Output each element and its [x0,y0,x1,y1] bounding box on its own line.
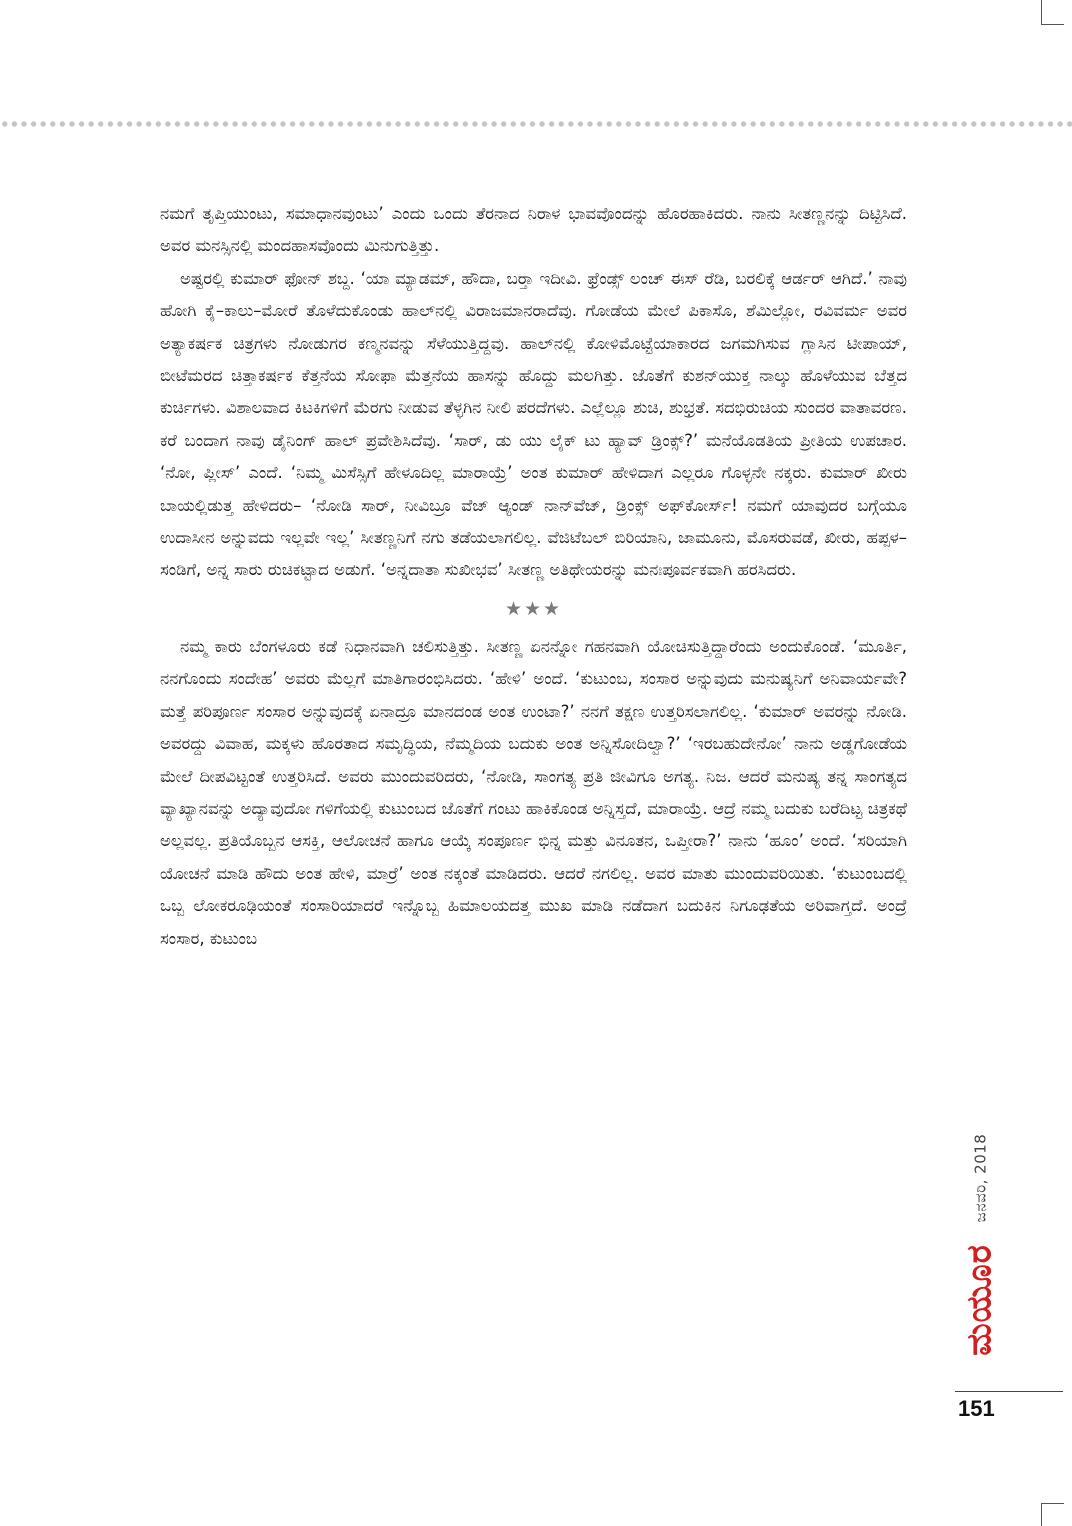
dotted-divider [0,120,1072,128]
article-body [160,198,907,955]
footer-rule [955,1391,1063,1392]
crop-mark-top-right [1041,0,1064,25]
paragraph-1: ನಮಗೆ ತೃಪ್ತಿಯುಂಟು, ಸಮಾಧಾನವುಂಟು’ ಎಂದು ಒಂದು ತೆರನಾದ ನಿರಾಳ ಭಾವವೊಂದನ್ನು ಹೊರಹಾಕಿದರು. ನಾನು ಸೀತಣ್ಣನನ್ನು ದಿಟ್ಟಿಸಿದೆ. ಅವರ ಮನಸ್ಸಿನಲ್ಲಿ ಮಂದಹಾಸವೊಂದು ಮಿನುಗುತ್ತಿತ್ತು. [160,204,907,256]
page-number: 151 [958,1396,995,1421]
magazine-logo [950,1232,1010,1368]
crop-mark-bottom-right [1041,1503,1064,1526]
paragraph-3: ನಮ್ಮ ಕಾರು ಬೆಂಗಳೂರು ಕಡೆ ನಿಧಾನವಾಗಿ ಚಲಿಸುತ್ತಿತ್ತು. ಸೀತಣ್ಣ ಏನನ್ನೋ ಗಹನವಾಗಿ ಯೋಚಿಸುತ್ತಿದ್ದಾರೆಂದು ಅಂದುಕೊಂಡೆ. ‘ಮೂರ್ತಿ, ನನಗೊಂದು ಸಂದೇಹ’ ಅವರು ಮೆಲ್ಲಗೆ ಮಾತಿಗಾರಂಭಿಸಿದರು. ‘ಹೇಳಿ’ ಅಂದೆ. ‘ಕುಟುಂಬ, ಸಂಸಾರ ಅನ್ನುವುದು ಮನುಷ್ಯನಿಗೆ ಅನಿವಾರ್ಯವೇ? ಮತ್ತೆ ಪರಿಪೂರ್ಣ ಸಂಸಾರ ಅನ್ನುವುದಕ್ಕೆ ಏನಾದ್ರೂ ಮಾನದಂಡ ಅಂತ ಉಂಟಾ?’ ನನಗೆ ತಕ್ಷಣ ಉತ್ತರಿಸಲಾಗಲಿಲ್ಲ. ‘ಕುಮಾರ್ ಅವರನ್ನು ನೋಡಿ. ಅವರದ್ದು ವಿವಾಹ, ಮಕ್ಕಳು ಹೊರತಾದ ಸಮೃದ್ಧಿಯ, ನೆಮ್ಮದಿಯ ಬದುಕು ಅಂತ ಅನ್ನಿಸೋದಿಲ್ವಾ?’ ‘ಇರಬಹುದೇನೋ’ ನಾನು ಅಡ್ಡಗೋಡೆಯ ಮೇಲೆ ದೀಪವಿಟ್ಟಂತೆ ಉತ್ತರಿಸಿದೆ. ಅವರು ಮುಂದುವರಿದರು, ‘ನೋಡಿ, ಸಾಂಗತ್ಯ ಪ್ರತಿ ಜೀವಿಗೂ ಅಗತ್ಯ. ನಿಜ. ಆದರೆ ಮನುಷ್ಯ ತನ್ನ ಸಾಂಗತ್ಯದ ವ್ಯಾಖ್ಯಾನವನ್ನು ಅದ್ಯಾವುದೋ ಗಳಿಗೆಯಲ್ಲಿ ಕುಟುಂಬದ ಜೊತೆಗೆ ಗಂಟು ಹಾಕಿಕೊಂಡ ಅನ್ನಿಸ್ತದೆ, ಮಾರಾಯ್ರೆ. ಆದ್ರೆ ನಮ್ಮ ಬದುಕು ಬರೆದಿಟ್ಟ ಚಿತ್ರಕಥೆ ಅಲ್ಲವಲ್ಲ. ಪ್ರತಿಯೊಬ್ಬನ ಆಸಕ್ತಿ, ಆಲೋಚನೆ ಹಾಗೂ ಆಯ್ಕೆ ಸಂಪೂರ್ಣ ಭಿನ್ನ ಮತ್ತು ವಿನೂತನ, ಒಪ್ತೀರಾ?’ ನಾನು ‘ಹೂಂ’ ಅಂದೆ. ‘ಸರಿಯಾಗಿ ಯೋಚನೆ ಮಾಡಿ ಹೌದು ಅಂತ ಹೇಳಿ, ಮಾರ್‍ರೆ’ ಅಂತ ನಕ್ಕಂತೆ ಮಾಡಿದರು. ಆದರೆ ನಗಲಿಲ್ಲ. ಅವರ ಮಾತು ಮುಂದುವರಿಯಿತು. ‘ಕುಟುಂಬದಲ್ಲಿ ಒಬ್ಬ ಲೋಕರೂಢಿಯಂತೆ ಸಂಸಾರಿಯಾದರೆ ಇನ್ನೊಬ್ಬ ಹಿಮಾಲಯದತ್ತ ಮುಖ ಮಾಡಿ ನಡೆದಾಗ ಬದುಕಿನ ನಿಗೂಢತೆಯ ಅರಿವಾಗ್ತದೆ. ಅಂದ್ರೆ ಸಂಸಾರ, ಕುಟುಂಬ [160,636,907,948]
magazine-logo-text: ಮಯೂರ [960,1244,1000,1356]
issue-date [950,1128,1010,1228]
section-break: ★★★ [504,597,563,620]
paragraph-2: ಅಷ್ಟರಲ್ಲಿ ಕುಮಾರ್ ಫೋನ್ ಶಬ್ದ. ‘ಯಾ ಮ್ಯಾಡಮ್, ಹೌದಾ, ಬರ‍್ತಾ ಇದೀವಿ. ಫ್ರೆಂಡ್ಸ್ ಲಂಚ್ ಈಸ್ ರೆಡಿ, ಬರಲಿಕ್ಕೆ ಆರ್ಡರ್ ಆಗಿದೆ.’ ನಾವು ಹೋಗಿ ಕೈ–ಕಾಲು–ಮೋರೆ ತೊಳೆದುಕೊಂಡು ಹಾಲ್‌ನಲ್ಲಿ ವಿರಾಜಮಾನರಾದೆವು. ಗೋಡೆಯ ಮೇಲೆ ಪಿಕಾಸೊ, ಶೆಮಿಲ್ಲೋ, ರವಿವರ್ಮ ಅವರ ಅತ್ಯಾಕರ್ಷಕ ಚಿತ್ರಗಳು ನೋಡುಗರ ಕಣ್ಮನವನ್ನು ಸೆಳೆಯುತ್ತಿದ್ದವು. ಹಾಲ್‌ನಲ್ಲಿ ಕೋಳಿಮೊಟ್ಟೆಯಾಕಾರದ ಜಗಮಗಿಸುವ ಗ್ಲಾಸಿನ ಟೀಪಾಯ್, ಬೀಟೆಮರದ ಚಿತ್ತಾಕರ್ಷಕ ಕೆತ್ತನೆಯ ಸೋಫಾ ಮೆತ್ತನೆಯ ಹಾಸನ್ನು ಹೊದ್ದು ಮಲಗಿತ್ತು. ಜೊತೆಗೆ ಕುಶನ್‌ಯುಕ್ತ ನಾಲ್ಕು ಹೊಳೆಯುವ ಬೆತ್ತದ ಕುರ್ಚಿಗಳು. ವಿಶಾಲವಾದ ಕಿಟಕಿಗಳಿಗೆ ಮೆರಗು ನೀಡುವ ತೆಳ್ಳಗಿನ ನೀಲಿ ಪರದೆಗಳು. ಎಲ್ಲೆಲ್ಲೂ ಶುಚಿ, ಶುಭ್ರತೆ. ಸದಭಿರುಚಿಯ ಸುಂದರ ವಾತಾವರಣ. ಕರೆ ಬಂದಾಗ ನಾವು ಡೈನಿಂಗ್ ಹಾಲ್ ಪ್ರವೇಶಿಸಿದೆವು. ‘ಸಾರ್, ಡು ಯು ಲೈಕ್ ಟು ಹ್ಯಾವ್ ಡ್ರಿಂಕ್ಸ್?’ ಮನೆಯೊಡತಿಯ ಪ್ರೀತಿಯ ಉಪಚಾರ. ‘ನೋ, ಪ್ಲೀಸ್’ ಎಂದೆ. ‘ನಿಮ್ಮ ಮಿಸೆಸ್ಸಿಗೆ ಹೇಳೂದಿಲ್ಲ ಮಾರಾಯ್ರೆ’ ಅಂತ ಕುಮಾರ್ ಹೇಳಿದಾಗ ಎಲ್ಲರೂ ಗೊಳ್ಳನೇ ನಕ್ಕರು. ಕುಮಾರ್ ಖೀರು ಬಾಯಲ್ಲಿಡುತ್ತ ಹೇಳಿದರು– ‘ನೋಡಿ ಸಾರ್, ನೀವಿಬ್ರೂ ವೆಜ್ ಆ್ಯಂಡ್ ನಾನ್‌ವೆಜ್, ಡ್ರಿಂಕ್ಸ್ ಅಫ್‌ಕೋರ್ಸ್! ನಮಗೆ ಯಾವುದರ ಬಗ್ಗೆಯೂ ಉದಾಸೀನ ಅನ್ನುವದು ಇಲ್ಲವೇ ಇಲ್ಲ’ ಸೀತಣ್ಣನಿಗೆ ನಗು ತಡೆಯಲಾಗಲಿಲ್ಲ. ವೆಜಿಟೆಬಲ್ ಬಿರಿಯಾನಿ, ಜಾಮೂನು, ಮೊಸರುವಡೆ, ಖೀರು, ಹಪ್ಪಳ–ಸಂಡಿಗೆ, ಅನ್ನ ಸಾರು ರುಚಿಕಟ್ಟಾದ ಅಡುಗೆ. ‘ಅನ್ನದಾತಾ ಸುಖೀಭವ’ ಸೀತಣ್ಣ ಅತಿಥೇಯರನ್ನು ಮನಃಪೂರ್ವಕವಾಗಿ ಹರಸಿದರು. [160,268,907,580]
issue-date-text: ಜನವರಿ, 2018 [971,1133,989,1223]
